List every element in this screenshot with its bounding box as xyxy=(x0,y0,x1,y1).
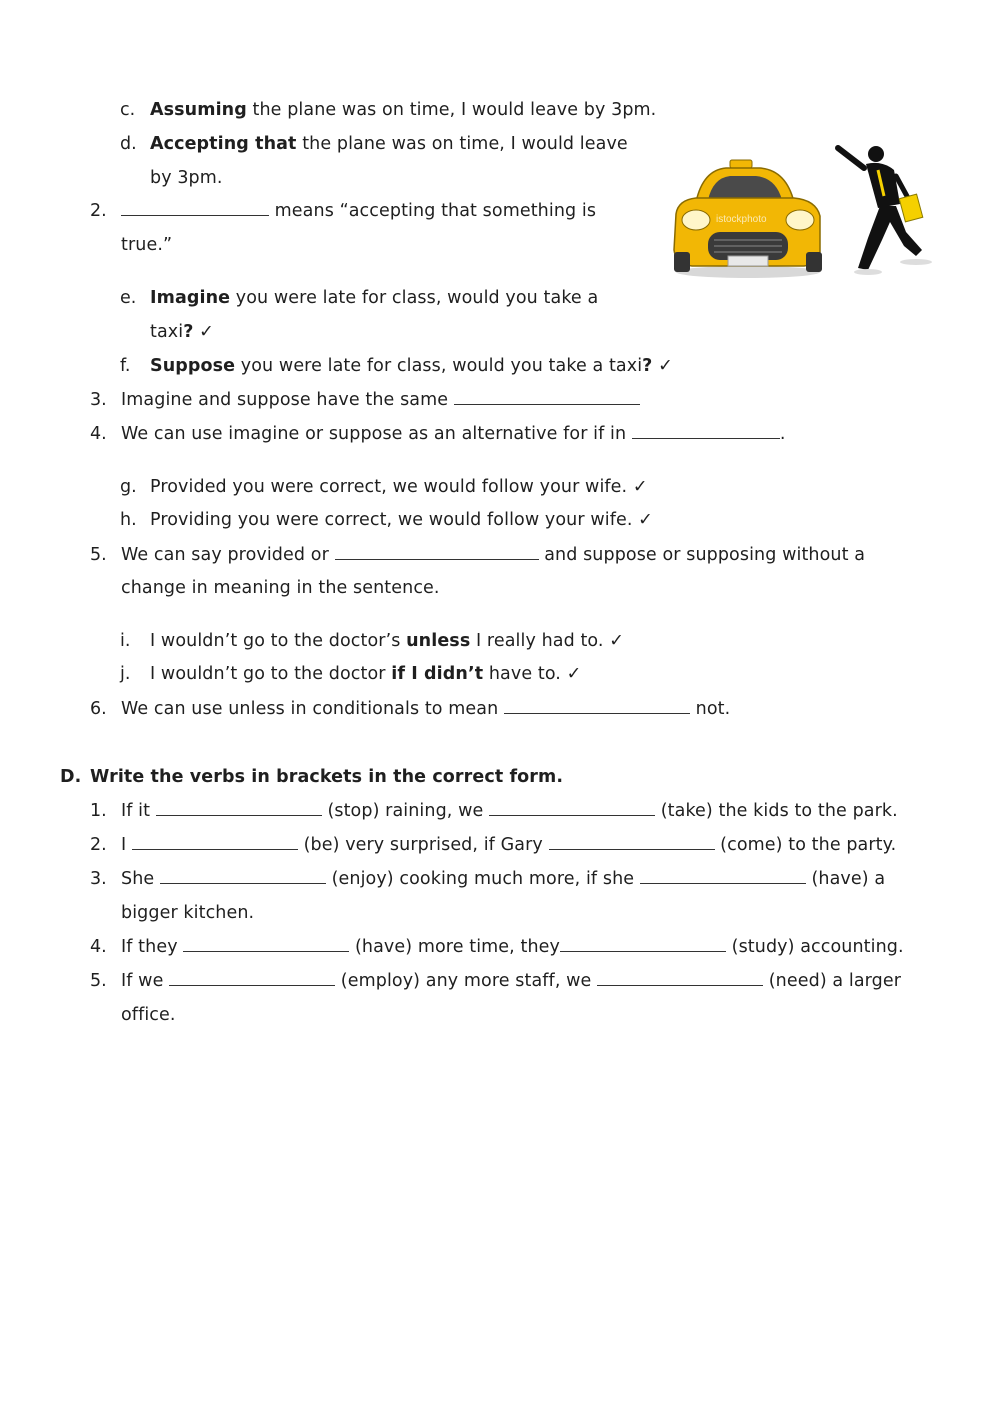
question-2 xyxy=(121,200,596,222)
exercise-text: (have) a xyxy=(805,869,886,889)
example-i-text-a: I wouldn’t go to the doctor’s xyxy=(150,631,407,651)
exercise-4 xyxy=(121,936,904,958)
example-j-bold: if I didn’t xyxy=(391,664,484,684)
example-j xyxy=(150,663,581,685)
question-3-text: Imagine and suppose have the same xyxy=(121,390,454,410)
example-g: Provided you were correct, we would follow your wife. ✓ xyxy=(150,477,648,497)
question-3 xyxy=(121,389,640,411)
exercise-5-number: 5. xyxy=(90,971,107,991)
exercise-text: (stop) raining, we xyxy=(321,801,490,821)
question-5 xyxy=(121,544,865,566)
exercise-3-cont: bigger kitchen. xyxy=(121,903,255,923)
question-mark: ? xyxy=(642,356,653,376)
exercise-5 xyxy=(121,970,901,992)
exercise-text: (come) to the party. xyxy=(714,835,897,855)
exercise-3-number: 3. xyxy=(90,869,107,889)
example-f-bold: Suppose xyxy=(150,356,236,376)
check-icon: ✓ xyxy=(652,356,673,376)
answer-blank[interactable] xyxy=(183,936,349,952)
answer-blank[interactable] xyxy=(169,970,335,986)
example-f-text: you were late for class, would you take a taxi xyxy=(235,356,643,376)
example-e-cont-text: taxi xyxy=(150,322,184,342)
exercise-text: (need) a larger xyxy=(763,971,902,991)
exercise-text: I xyxy=(121,835,132,855)
example-c-bold: Assuming xyxy=(150,100,247,120)
businessman-figure xyxy=(838,146,932,275)
watermark: istockphoto xyxy=(716,214,767,225)
exercise-text: She xyxy=(121,869,160,889)
example-d xyxy=(150,133,628,155)
item-letter-g: g. xyxy=(120,477,137,497)
question-6 xyxy=(121,698,730,720)
question-5-cont: change in meaning in the sentence. xyxy=(121,578,440,598)
taxi-illustration xyxy=(668,140,944,285)
item-letter-i: i. xyxy=(120,631,131,651)
exercise-text: (study) accounting. xyxy=(725,937,904,957)
example-h: Providing you were correct, we would follow your wife. ✓ xyxy=(150,510,653,530)
exercise-5-cont: office. xyxy=(121,1005,176,1025)
section-d-heading: Write the verbs in brackets in the correct form. xyxy=(90,767,564,787)
example-d-text: the plane was on time, I would leave xyxy=(296,134,628,154)
example-d-bold: Accepting that xyxy=(150,134,297,154)
answer-blank[interactable] xyxy=(335,544,539,560)
answer-blank[interactable] xyxy=(489,800,655,816)
exercise-text: (employ) any more staff, we xyxy=(335,971,598,991)
question-5-text-a: We can say provided or xyxy=(121,545,335,565)
item-letter-c: c. xyxy=(120,100,136,120)
item-letter-e: e. xyxy=(120,288,137,308)
answer-blank[interactable] xyxy=(504,698,690,714)
answer-blank[interactable] xyxy=(132,834,298,850)
item-letter-f: f. xyxy=(120,356,131,376)
question-mark: ? xyxy=(183,322,194,342)
section-d-letter: D. xyxy=(60,767,82,787)
exercise-text: (have) more time, they xyxy=(349,937,560,957)
answer-blank[interactable] xyxy=(560,936,726,952)
exercise-1 xyxy=(121,800,898,822)
question-6-text-b: not. xyxy=(689,699,731,719)
answer-blank[interactable] xyxy=(632,423,780,439)
exercise-1-number: 1. xyxy=(90,801,107,821)
exercise-2 xyxy=(121,834,896,856)
example-e-bold: Imagine xyxy=(150,288,231,308)
answer-blank[interactable] xyxy=(597,970,763,986)
question-2-number: 2. xyxy=(90,201,107,221)
example-i-text-b: I really had to. ✓ xyxy=(470,631,625,651)
exercise-2-number: 2. xyxy=(90,835,107,855)
question-2-text: means “accepting that something is xyxy=(269,201,597,221)
example-d-cont: by 3pm. xyxy=(150,168,223,188)
example-j-text-a: I wouldn’t go to the doctor xyxy=(150,664,392,684)
answer-blank[interactable] xyxy=(549,834,715,850)
exercise-text: If it xyxy=(121,801,156,821)
exercise-text: If they xyxy=(121,937,184,957)
answer-blank[interactable] xyxy=(640,868,806,884)
exercise-text: (be) very surprised, if Gary xyxy=(297,835,549,855)
answer-blank[interactable] xyxy=(160,868,326,884)
example-e-cont xyxy=(150,321,214,343)
answer-blank[interactable] xyxy=(454,389,640,405)
example-c-text: the plane was on time, I would leave by 3pm. xyxy=(246,100,657,120)
item-letter-j: j. xyxy=(120,664,131,684)
item-letter-d: d. xyxy=(120,134,137,154)
exercise-4-number: 4. xyxy=(90,937,107,957)
example-j-text-b: have to. ✓ xyxy=(483,664,582,684)
question-2-cont: true.” xyxy=(121,235,173,255)
answer-blank[interactable] xyxy=(156,800,322,816)
question-5-text-b: and suppose or supposing without a xyxy=(538,545,866,565)
example-f xyxy=(150,355,673,377)
example-i xyxy=(150,630,624,652)
question-3-number: 3. xyxy=(90,390,107,410)
exercise-text: (enjoy) cooking much more, if she xyxy=(325,869,640,889)
question-4-number: 4. xyxy=(90,424,107,444)
exercise-text: (take) the kids to the park. xyxy=(655,801,898,821)
exercise-text: If we xyxy=(121,971,170,991)
exercise-3 xyxy=(121,868,885,890)
question-4-end: . xyxy=(779,424,786,444)
question-4 xyxy=(121,423,786,445)
question-5-number: 5. xyxy=(90,545,107,565)
question-4-text: We can use imagine or suppose as an alternative for if in xyxy=(121,424,632,444)
item-letter-h: h. xyxy=(120,510,137,530)
question-6-text-a: We can use unless in conditionals to mean xyxy=(121,699,504,719)
example-c xyxy=(150,99,656,121)
example-i-bold: unless xyxy=(406,631,471,651)
question-6-number: 6. xyxy=(90,699,107,719)
answer-blank[interactable] xyxy=(121,200,269,216)
example-e-text: you were late for class, would you take a xyxy=(230,288,599,308)
check-icon: ✓ xyxy=(193,322,214,342)
example-e xyxy=(150,287,598,309)
